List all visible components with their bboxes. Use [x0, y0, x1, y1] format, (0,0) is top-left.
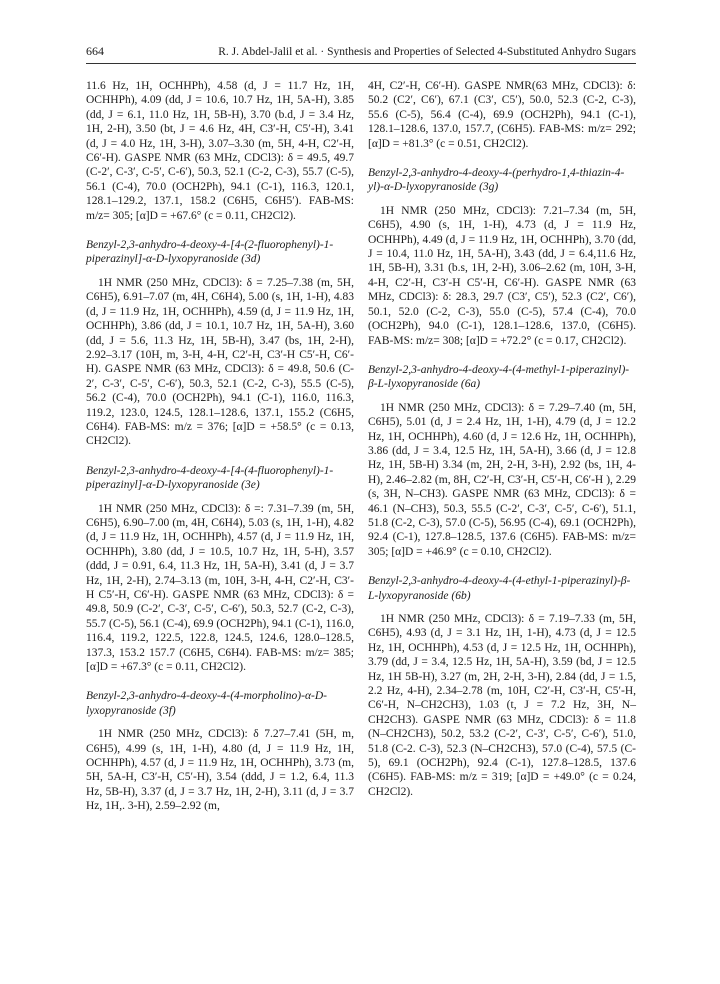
left-column: [86, 79, 354, 814]
section-text: 1H NMR (250 MHz, CDCl3): 7.21–7.34 (m, 5H, C6H5), 4.90 (s, 1H, 1-H), 4.73 (d, J = 11.9 Hz, OCHHPh), 4.49 (d, J = 11.9 Hz, 1H, OCHHPh), 3.70 (dd, J = 10.4, 11.0 Hz, 1H, 5A-H), 3.43 (dd, J = 6.4,11.6 Hz, 1H, 5B-H), 3.31 (b.s, 1H, 2-H), 3.06–2.62 (m, 10H, 3-H, 4-H, C2′-H, C3′-H C5′-H, C6′-H). GASPE NMR (63 MHz, CDCl3): δ: 28.3, 29.7 (C3′, C5′), 52.3 (C2′, C6′), 50.1, 52.0 (C-2, C-3), 55.0 (C-5), 57.4 (C-4), 70.0 (OCH2Ph), 94.0 (C-1), 128.1–128.6, 137.0, (C6H5). FAB-MS: m/z= 308; [α]D = +72.2° (c = 0.17, CH2Cl2).: [368, 204, 636, 347]
section-text: 1H NMR (250 MHz, CDCl3): δ = 7.25–7.38 (m, 5H, C6H5), 6.91–7.07 (m, 4H, C6H4), 5.00 (s, 1H, 1-H), 4.83 (d, J = 11.9 Hz, 1H, OCHHPh), 4.59 (d, J = 11.9 Hz, 1H, OCHHPh), 3.86 (dd, J = 10.1, 10.7 Hz, 1H, 5A-H), 3.60 (dd, J = 5.6, 11.3 Hz, 1H, 5B-H), 3.47 (bs, 1H, 2-H), 2.92–3.17 (10H, m, 3-H, 4-H, C2′-H, C3′-H C5′-H, C6′-H). GASPE NMR (63 MHz, CDCl3): δ = 49.8, 50.6 (C-2′, C-3′, C-5′, C-6′), 50.3, 52.1 (C-2, C-3), 55.5 (C-5), 56.2 (C-4), 70.0 (OCH2Ph), 94.1 (C-1), 116.0, 116.3, 119.2, 123.0, 124.5, 128.1–128.6, 137.1, 155.2 (C6H5, C6H4). FAB-MS: m/z = 376; [α]D = +58.5° (c = 0.13, CH2Cl2).: [86, 276, 354, 448]
compound-section-6a: [368, 363, 636, 559]
section-title: Benzyl-2,3-anhydro-4-deoxy-4-[4-(2-fluorophenyl)-1-piperazinyl]-α-D-lyxopyranoside (3d): [86, 239, 334, 266]
running-header: [86, 44, 636, 59]
right-column: [368, 79, 636, 799]
continued-paragraph: 11.6 Hz, 1H, OCHHPh), 4.58 (d, J = 11.7 Hz, 1H, OCHHPh), 4.09 (dd, J = 10.6, 10.7 Hz, 1H, 5A-H), 3.85 (dd, J = 6.1, 11.0 Hz, 1H, 5B-H), 3.70 (b.d, J = 3.4 Hz, 1H, 2-H), 3.50 (bt, J = 4.6 Hz, 4H, C3′-H, C5′-H), 3.41 (d, J = 4.0 Hz, 1H, 3-H), 3.07–3.30 (m, 5H, 4-H, C2′-H, C6′-H). GASPE NMR (63 MHz, CDCl3): δ = 49.5, 49.7 (C-2′, C-3′, C-5′, C-6′), 50.3, 52.1 (C-2, C-3), 55.7 (C-5), 56.1 (C-4), 70.0 (OCH2Ph), 94.1 (C-1), 116.3, 120.1, 128.1–129.2, 137.1, 158.2 (C6H5, C6H5′). FAB-MS: m/z= 305; [α]D = +67.6° (c = 0.11, CH2Cl2).: [86, 80, 354, 222]
section-title: Benzyl-2,3-anhydro-4-deoxy-4-[4-(4-fluorophenyl)-1-piperazinyl]-α-D-lyxopyranoside (3e): [86, 464, 334, 492]
continued-paragraph: 4H, C2′-H, C6′-H). GASPE NMR(63 MHz, CDCl3): δ: 50.2 (C2′, C6′), 67.1 (C3′, C5′), 50.0, 52.3 (C-2, C-3), 55.6 (C-5), 56.4 (C-4), 69.9 (OCH2Ph), 94.1 (C-1), 128.1–128.6, 137.0, 157.7, (C6H5). FAB-MS: m/z= 292; [α]D = +81.3° (c = 0.51, CH2Cl2).: [368, 80, 636, 150]
section-title: Benzyl-2,3-anhydro-4-deoxy-4-(perhydro-1,4-thiazin-4-yl)-α-D-lyxopyranoside (3g): [368, 167, 625, 194]
section-text: 1H NMR (250 MHz, CDCl3): δ = 7.19–7.33 (m, 5H, C6H5), 4.93 (d, J = 3.1 Hz, 1H, 1-H), 4.73 (d, J = 12.5 Hz, 1H, OCHHPh), 4.53 (d, J = 12.5 Hz, 1H, OCHHPh), 3.79 (dd, J = 3.4, 12.5 Hz, 1H, 5A-H), 3.59 (bd, J = 12.5 Hz, 1H 5B-H), 3.27 (m, 2H, 2-H, 3-H), 2.84 (dd, J = 1.5, 2.2 Hz, 4-H), 2.34–2.78 (m, 10H, C2′-H, C3′-H, C5′-H, C6′-H, N–CH2CH3), 1.03 (t, J = 7.2 Hz, 3H, N–CH2CH3). GASPE NMR (63 MHz, CDCl3): δ = 11.8 (N–CH2CH3), 50.2, 53.2 (C-2′, C-3′, C-5′, C-6′), 51.0, 51.8 (C-2. C-3), 52.3 (N–CH2CH3), 57.0 (C-4), 57.5 (C-5), 69.1 (OCH2Ph), 92.4 (C-1), 127.8–128.5, 137.6 (C6H5). FAB-MS: m/z = 319; [α]D = +49.0° (c = 0.24, CH2Cl2).: [368, 613, 636, 798]
compound-section-3g: [368, 166, 636, 348]
page-number: 664: [86, 44, 104, 58]
section-text: 1H NMR (250 MHz, CDCl3): δ = 7.29–7.40 (m, 5H, C6H5), 5.01 (d, J = 2.4 Hz, 1H, 1-H), 4.79 (d, J = 12.2 Hz, 1H, OCHHPh), 4.60 (d, J = 12.6 Hz, 1H, OCHHPh), 3.86 (dd, J = 3.4, 12.5 Hz, 1H, 5A-H), 3.66 (d, J = 12.8 Hz, 1H, 5B-H) 3.34 (m, 2H, 2-H, 3-H), 2.92 (bs, 1H, 4-H), 2.46–2.82 (m, 8H, C2′-H, C3′-H, C5′-H, C6′-H ), 2.29 (s, 3H, N–CH3). GASPE NMR (63 MHz, CDCl3): δ = 46.1 (N–CH3), 50.3, 55.5 (C-2′, C-3′, C-5′, C-6′), 51.1, 51.8 (C-2, C-3), 57.0 (C-5), 56.95 (C-4), 69.1 (OCH2Ph), 92.4 (C-1), 127.8–128.5, 137.6 (C6H5). FAB-MS: m/z= 305; [α]D = +46.9° (c = 0.10, CH2Cl2).: [368, 401, 636, 558]
compound-section-3d: [86, 238, 354, 449]
header-rule: [86, 63, 636, 64]
section-title: Benzyl-2,3-anhydro-4-deoxy-4-(4-methyl-1-piperazinyl)-β-L-lyxopyranoside (6a): [368, 363, 630, 391]
section-title: Benzyl-2,3-anhydro-4-deoxy-4-(4-ethyl-1-piperazinyl)-β-L-lyxopyranoside (6b): [368, 575, 631, 602]
compound-section-3e: [86, 464, 354, 675]
compound-section-3f: [86, 689, 354, 813]
compound-section-6b: [368, 574, 636, 799]
section-text: 1H NMR (250 MHz, CDCl3): δ =: 7.31–7.39 (m, 5H, C6H5), 6.90–7.00 (m, 4H, C6H4), 5.03 (s, 1H, 1-H), 4.82 (d, J = 11.9 Hz, 1H, OCHHPh), 4.57 (d, J = 11.9 Hz, 1H, OCHHPh), 3.80 (dd, J = 10.5, 10.7 Hz, 1H, 5-H), 3.57 (ddd, J = 0.91, 6.4, 11.3 Hz, 1H, 5A-H), 3.41 (d, J = 3.7 Hz, 1H, 2-H), 2.74–3.13 (m, 10H, 3-H, 4-H, C2′-H, C3′-H C5′-H, C6′-H). GASPE NMR (63 MHz, CDCl3): δ = 49.8, 50.9 (C-2′, C-3′, C-5′, C-6′), 50.3, 52.7 (C-2, C-3), 55.7 (C-5), 56.1 (C-4), 69.9 (OCH2Ph), 94.1 (C-1), 116.0, 116.4, 119.2, 122.5, 122.8, 124.5, 124.6, 128.0–128.5, 137.3, 153.2 157.7 (C6H5, C6H4). FAB-MS: m/z= 385; [α]D = +67.3° (c = 0.11, CH2Cl2).: [86, 502, 354, 674]
running-title: R. J. Abdel-Jalil et al. · Synthesis and Properties of Selected 4-Substituted Anhydro Sugars: [218, 46, 636, 58]
section-text: 1H NMR (250 MHz, CDCl3): δ 7.27–7.41 (5H, m, C6H5), 4.99 (s, 1H, 1-H), 4.80 (d, J = 11.9 Hz, 1H, OCHHPh), 4.57 (d, J = 11.9 Hz, 1H, OCHHPh), 3.73 (m, 5H, 5A-H, C3′-H, C5′-H), 3.54 (ddd, J = 1.2, 6.4, 11.3 Hz, 5B-H), 3.37 (d, J = 3.7 Hz, 1H, 2-H), 3.11 (d, J = 3.7 Hz, 1H,. 3-H), 2.59–2.92 (m,: [86, 728, 354, 813]
section-title: Benzyl-2,3-anhydro-4-deoxy-4-(4-morpholino)-α-D-lyxopyranoside (3f): [86, 690, 327, 717]
